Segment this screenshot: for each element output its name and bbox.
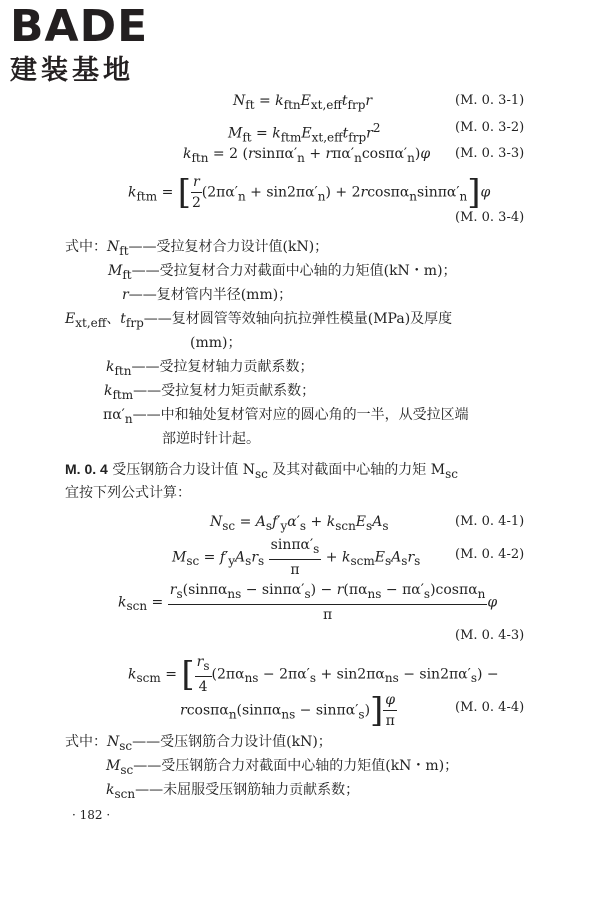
where-row: $M_{ft}——$受拉复材合力对截面中心轴的力矩值(kN・m)；	[108, 263, 457, 282]
where-row-cont: (mm)；	[190, 335, 242, 351]
clause-heading: M. 0. 4 受压钢筋合力设计值 $N_{sc}$ 及其对截面中心轴的力矩 $M_{sc}$	[65, 461, 458, 481]
equation-m044-line2: $rcos\pi\alpha_n(\sin\pi\alpha_{ns} - \sin\pi\alpha'_s)$] $\frac{\varphi}{\pi}$	[180, 690, 396, 731]
equation-label: (M. 0. 4-2)	[455, 547, 525, 562]
equation-label: (M. 0. 4-3)	[455, 628, 525, 643]
brand-logo: BADE	[10, 1, 149, 52]
equation-m042: $M_{sc} = f'_yA_sr_s$ $\frac{\sin\pi\alpha'_s}{\pi}$ + $k_{scm}E_sA_sr_s$	[172, 537, 421, 578]
page-number: · 182 ·	[72, 808, 111, 822]
where-row: $M_{sc}——$受压钢筋合力对截面中心轴的力矩值(kN・m)；	[106, 758, 459, 777]
clause-text: 宜按下列公式计算：	[65, 485, 191, 501]
where-row-cont: 部逆时针计起。	[162, 431, 260, 447]
equation-label: (M. 0. 4-1)	[455, 514, 525, 529]
equation-label: (M. 0. 3-4)	[455, 210, 525, 225]
brand-subtitle: 建装基地	[10, 55, 134, 86]
where-row: $k_{ftm}——$受拉复材力矩贡献系数；	[104, 383, 316, 402]
equation-m044-line1: $k_{scm}$ = [ $\frac{r_s}{4}$ $(2\pi\alpha_{ns} - 2\pi\alpha'_s + \sin 2\pi\alpha_{ns} - \sin 2\pi\alpha'_s)$ −	[128, 654, 499, 695]
equation-label: (M. 0. 3-2)	[455, 120, 525, 135]
where-row: $k_{scn}——$未屈服受压钢筋轴力贡献系数；	[106, 782, 360, 801]
equation-m033: $k_{ftn} = 2$ $(rsin\pi\alpha'_n + r\pi\alpha'_n\cos\pi\alpha'_n)\varphi$	[183, 146, 431, 165]
equation-m043: $k_{scn}$ = $\frac{r_s(\sin\pi\alpha_{ns} - \sin\pi\alpha'_s) - r(\pi\alpha_{ns} - \pi\alpha'_s)\cos\pi\alpha_n}{\pi}$ φ	[118, 582, 498, 623]
equation-m034: $k_{ftm}$ = [ $\frac{r}{2}$ $(2\pi\alpha'_n + \sin 2\pi\alpha'_n) + 2rcos\pi\alpha_n\sin\pi\alpha'_n]\varphi$	[128, 172, 491, 213]
where-row: $k_{ftn}——$受拉复材轴力贡献系数；	[106, 359, 314, 378]
equation-m032: $M_{ft} = k_{ftm}E_{xt,eff}t_{frp}r^2$	[228, 121, 381, 145]
where-row: $E_{xt,eff}$、$t_{frp}——$复材圆管等效轴向抗拉弹性模量(MPa)及厚度	[65, 311, 453, 330]
where-row: 式中：$N_{ft}——$受拉复材合力设计值(kN)；	[65, 239, 329, 258]
where-row: r——复材管内半径(mm)；	[122, 287, 293, 303]
equation-label: (M. 0. 3-1)	[455, 93, 525, 108]
where-row: $\pi\alpha'_n——$中和轴处复材管对应的圆心角的一半，从受拉区端	[103, 407, 469, 426]
equation-label: (M. 0. 3-3)	[455, 146, 525, 161]
equation-m031: $N_{ft} = k_{ftn}E_{xt,eff}t_{frp}r$	[233, 93, 373, 112]
equation-label: (M. 0. 4-4)	[455, 700, 525, 715]
equation-m041: $N_{sc} = A_sf'_y\alpha'_s + k_{scn}E_sA_s$	[210, 514, 389, 533]
where-row: 式中：$N_{sc}——$受压钢筋合力设计值(kN)；	[65, 734, 332, 753]
